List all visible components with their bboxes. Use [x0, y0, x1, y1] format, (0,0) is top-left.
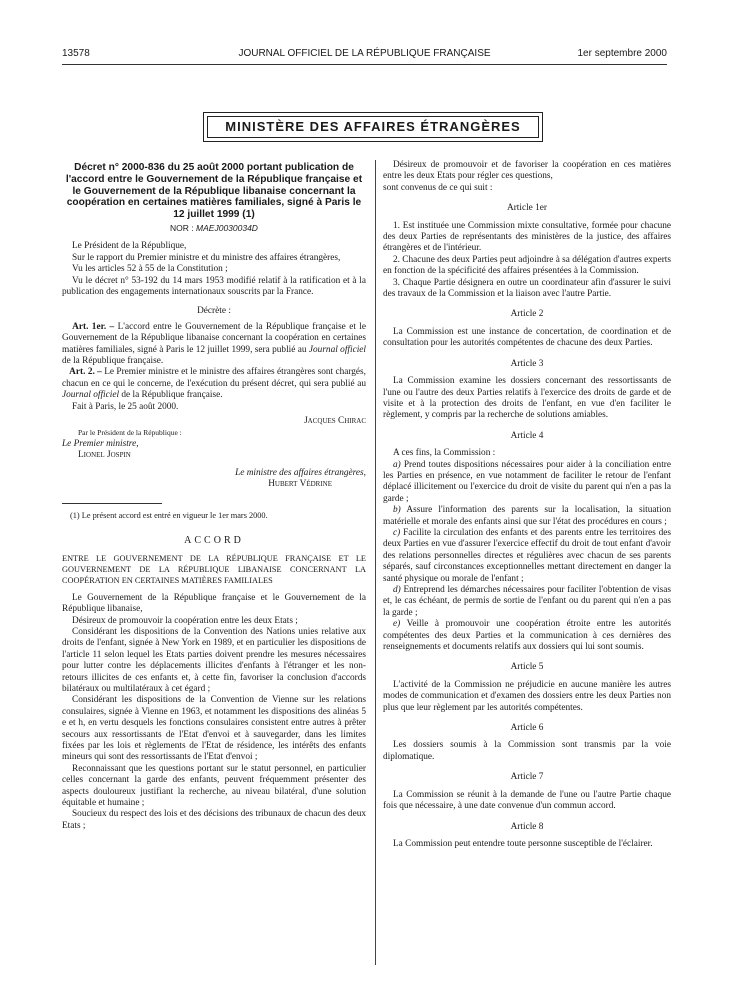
article-4-intro: A ces fins, la Commission :: [393, 448, 496, 459]
footnote: (1) Le présent accord est entré en vigueur le 1er mars 2000.: [70, 510, 268, 520]
publication-date: 1er septembre 2000: [577, 48, 667, 59]
right-column: [383, 160, 671, 850]
article-7-text: La Commission se réunit à la demande de l'une ou l'autre Partie chaque fois que nécessaire, à une date convenue d'un commun accord.: [383, 789, 671, 812]
article-1-paragraph: 1. Est instituée une Commission mixte consultative, formée pour chacune des deux Parties de représentants des ministères de la justice, des affaires étrangères et de l'intérieur.: [383, 220, 671, 254]
article-2-text: La Commission est une instance de concertation, de coordination et de consultation pour les autorités compétentes de chacune des deux Parties.: [383, 326, 671, 349]
article-1-paragraph: 3. Chaque Partie désignera en outre un coordinateur afin d'assurer le suivi des travaux de la Commission et la liaison avec l'autre Partie.: [383, 277, 671, 300]
preamble-paragraph: Considérant les dispositions de la Convention de Vienne sur les relations consulaires, signée à Vienne en 1963, et notamment les dispositions des alinéas 5 e et h, en vertu desquels les fonctions consulaires consistent entre autres à prêter secours aux ressortissants de l'Etat d'envoi et à sauvegarder, dans les limites fixées par les lois et règlements de l'Etat de résidence, les intérêts des enfants mineurs qui sont des ressortissants de l'Etat d'envoi ;: [62, 695, 366, 763]
preamble-paragraph: Soucieux du respect des lois et des décisions des tribunaux de chacun des deux Etats ;: [62, 809, 366, 831]
decree-article-1-end: de la République française.: [62, 356, 164, 367]
article-1-heading: Article 1er: [506, 203, 547, 214]
item-letter: e): [393, 619, 401, 630]
decree-article-2-label: Art. 2. –: [69, 367, 102, 378]
decree-intro-line: Sur le rapport du Premier ministre et du ministre des affaires étrangères,: [72, 252, 341, 263]
article-1-paragraph: 2. Chacune des deux Parties peut adjoindre à sa délégation d'autres experts en fonction de la spécificité des affaires présentées à la Commission.: [383, 254, 671, 277]
right-intro-paragraph: Désireux de promouvoir et de favoriser la coopération en ces matières entre les deux Etats pour régler ces questions,: [383, 160, 671, 182]
decree-article-1: [62, 322, 366, 368]
item-text: Prend toutes dispositions nécessaires pour aider à la conciliation entre les Parties en présence, en vue notamment de faciliter le retour de l'enfant déplacé illicitement ou l'exercice du droit de visite du parent qui n'en a pas la garde ;: [383, 459, 672, 504]
nor-code: MAEJ0030034D: [196, 222, 258, 233]
item-text: Entreprend les démarches nécessaires pour faciliter l'obtention de visas et, le cas échéant, de permis de sortie de l'enfant ou du parent qui n'en a pas la garde ;: [383, 585, 671, 618]
accord-heading: ACCORD: [184, 534, 244, 546]
item-letter: d): [393, 585, 401, 595]
left-column: [62, 160, 366, 832]
preamble-paragraph: Désireux de promouvoir la coopération entre les deux Etats ;: [72, 615, 298, 626]
ministre-title: [62, 468, 366, 479]
article-6-heading: Article 6: [510, 723, 544, 734]
nor-reference: [62, 223, 366, 234]
decree-article-2-end: de la République française.: [121, 390, 223, 401]
item-letter: a): [393, 459, 401, 470]
article-5-heading: Article 5: [510, 662, 544, 673]
ministry-banner: [203, 112, 543, 142]
preamble-paragraph: Reconnaissant que les questions portant sur le statut personnel, en particulier celles concernant la garde des enfants, peuvent fréquemment présenter des aspects douloureux justifiant la recherche, au niveau bilatéral, d'une solution équitable et humaine ;: [62, 763, 366, 809]
page-number: 13578: [62, 48, 90, 59]
article-4-item: [383, 528, 671, 585]
article-6-text: Les dossiers soumis à la Commission sont transmis par la voie diplomatique.: [383, 740, 671, 762]
journal-title: JOURNAL OFFICIEL DE LA RÉPUBLIQUE FRANÇAISE: [238, 48, 491, 59]
item-text: Veille à promouvoir une coopération étroite entre les autorités compétentes des deux Parties et la communication à ces dernières des renseignements et documents relatifs aux dossiers qui lui sont soumis.: [383, 619, 672, 653]
ministry-banner-title: MINISTÈRE DES AFFAIRES ÉTRANGÈRES: [207, 116, 539, 138]
article-4-item: [383, 585, 671, 619]
header-rule: [62, 64, 667, 65]
article-5-text: L'activité de la Commission ne préjudicie en aucune manière les autres modes de communication et d'examen des dossiers entre les deux Parties non plus que leur règlement par les autorités compétentes.: [383, 679, 671, 713]
article-3-text: La Commission examine les dossiers concernant des ressortissants de l'une ou l'autre des deux Parties relatifs à l'exercice des droits de garde et de visite et à la protection des droits de l'enfant, en vue d'en faciliter le règlement, y compris par la recherche de solutions amiables.: [383, 376, 671, 421]
decree-title: Décret n° 2000-836 du 25 août 2000 portant publication de l'accord entre le Gouvernement de la République française et le Gouvernement de la République libanaise concernant la coopération en certaines matières familiales, signé à Paris le 12 juillet 1999 (1): [65, 162, 363, 221]
decree-intro-line: Vu les articles 52 à 55 de la Constitution ;: [72, 264, 228, 275]
preamble-paragraph: Le Gouvernement de la République française et le Gouvernement de la République libanaise,: [62, 592, 366, 615]
decree-article-1-text: L'accord entre le Gouvernement de la République française et le Gouvernement de la République libanaise concernant la coopération en certaines matières familiales, signé à Paris le 12 juillet 1999, sera publié au: [62, 321, 366, 355]
decree-intro-line: Le Président de la République,: [72, 241, 187, 252]
ministre-name: Hubert Védrine: [268, 479, 332, 490]
nor-label: NOR :: [170, 222, 194, 233]
article-3-heading: Article 3: [510, 358, 544, 369]
article-8-heading: Article 8: [510, 821, 544, 832]
journal-officiel-ref: Journal officiel: [308, 344, 367, 355]
page-header: [62, 48, 667, 62]
article-4-item: [383, 505, 671, 528]
preamble-paragraph: Considérant les dispositions de la Convention des Nations unies relative aux droits de l'enfant, signée à New York en 1989, et en particulier les dispositions de l'article 11 selon lequel les Etats parties doivent prendre les mesures nécessaires pour lutter contre les déplacements illicites d'enfants à l'étranger et les non-retours illicites de ces enfants et, à cette fin, favoriser la conclusion d'accords bilatéraux ou multilatéraux à cet égard ;: [62, 626, 366, 694]
item-text: Assure l'information des parents sur la localisation, la situation matérielle et morale des enfants ainsi que sur l'état des procédures en cours ;: [383, 505, 672, 527]
article-8-text: La Commission peut entendre toute personne susceptible de l'éclairer.: [393, 838, 653, 849]
footnote-rule: [62, 503, 162, 504]
column-divider: [375, 160, 376, 965]
journal-officiel-ref: Journal officiel: [62, 390, 120, 401]
right-intro-paragraph: sont convenus de ce qui suit :: [383, 182, 493, 193]
item-letter: b): [393, 505, 401, 516]
article-2-heading: Article 2: [510, 309, 544, 320]
decree-article-2: [62, 367, 366, 401]
done-at: Fait à Paris, le 25 août 2000.: [72, 401, 179, 412]
decree-article-1-label: Art. 1er. –: [72, 321, 115, 332]
decree-article-2-text: Le Premier ministre et le ministre des affaires étrangères sont chargés, chacun en ce qui le concerne, de l'exécution du présent décret, qui sera publié au: [62, 367, 367, 389]
article-7-heading: Article 7: [510, 772, 544, 783]
premier-ministre-name: Lionel Jospin: [78, 450, 131, 461]
accord-subtitle: ENTRE LE GOUVERNEMENT DE LA RÉPUBLIQUE FRANÇAISE ET LE GOUVERNEMENT DE LA RÉPUBLIQUE LIBANAISE CONCERNANT LA COOPÉRATION EN CERTAINES MATIÈRES FAMILIALES: [62, 554, 366, 585]
item-letter: c): [393, 527, 401, 538]
ministre-title-text: Le ministre des affaires étrangères,: [235, 467, 366, 478]
par-le-president: Par le Président de la République :: [78, 428, 182, 438]
premier-ministre-title: Le Premier ministre,: [62, 438, 139, 449]
article-4-item: [383, 619, 671, 653]
signatory-president: Jacques Chirac: [304, 416, 366, 427]
decree-intro-line: Vu le décret n° 53-192 du 14 mars 1953 modifié relatif à la ratification et à la publication des engagements internationaux souscrits par la France.: [62, 275, 366, 298]
article-4-item: [383, 460, 671, 506]
item-text: Facilite la circulation des enfants et des parents entre les territoires des deux Parties en vue d'assurer l'exercice effectif du droit de tout enfant d'avoir des relations personnelles directes et régulières avec chacun de ses parents séparés, sauf circonstances exceptionnelles mettant directement en danger la santé physique ou morale de l'enfant ;: [383, 527, 671, 584]
decrete-heading: Décrète :: [197, 306, 231, 317]
article-4-heading: Article 4: [510, 430, 544, 441]
